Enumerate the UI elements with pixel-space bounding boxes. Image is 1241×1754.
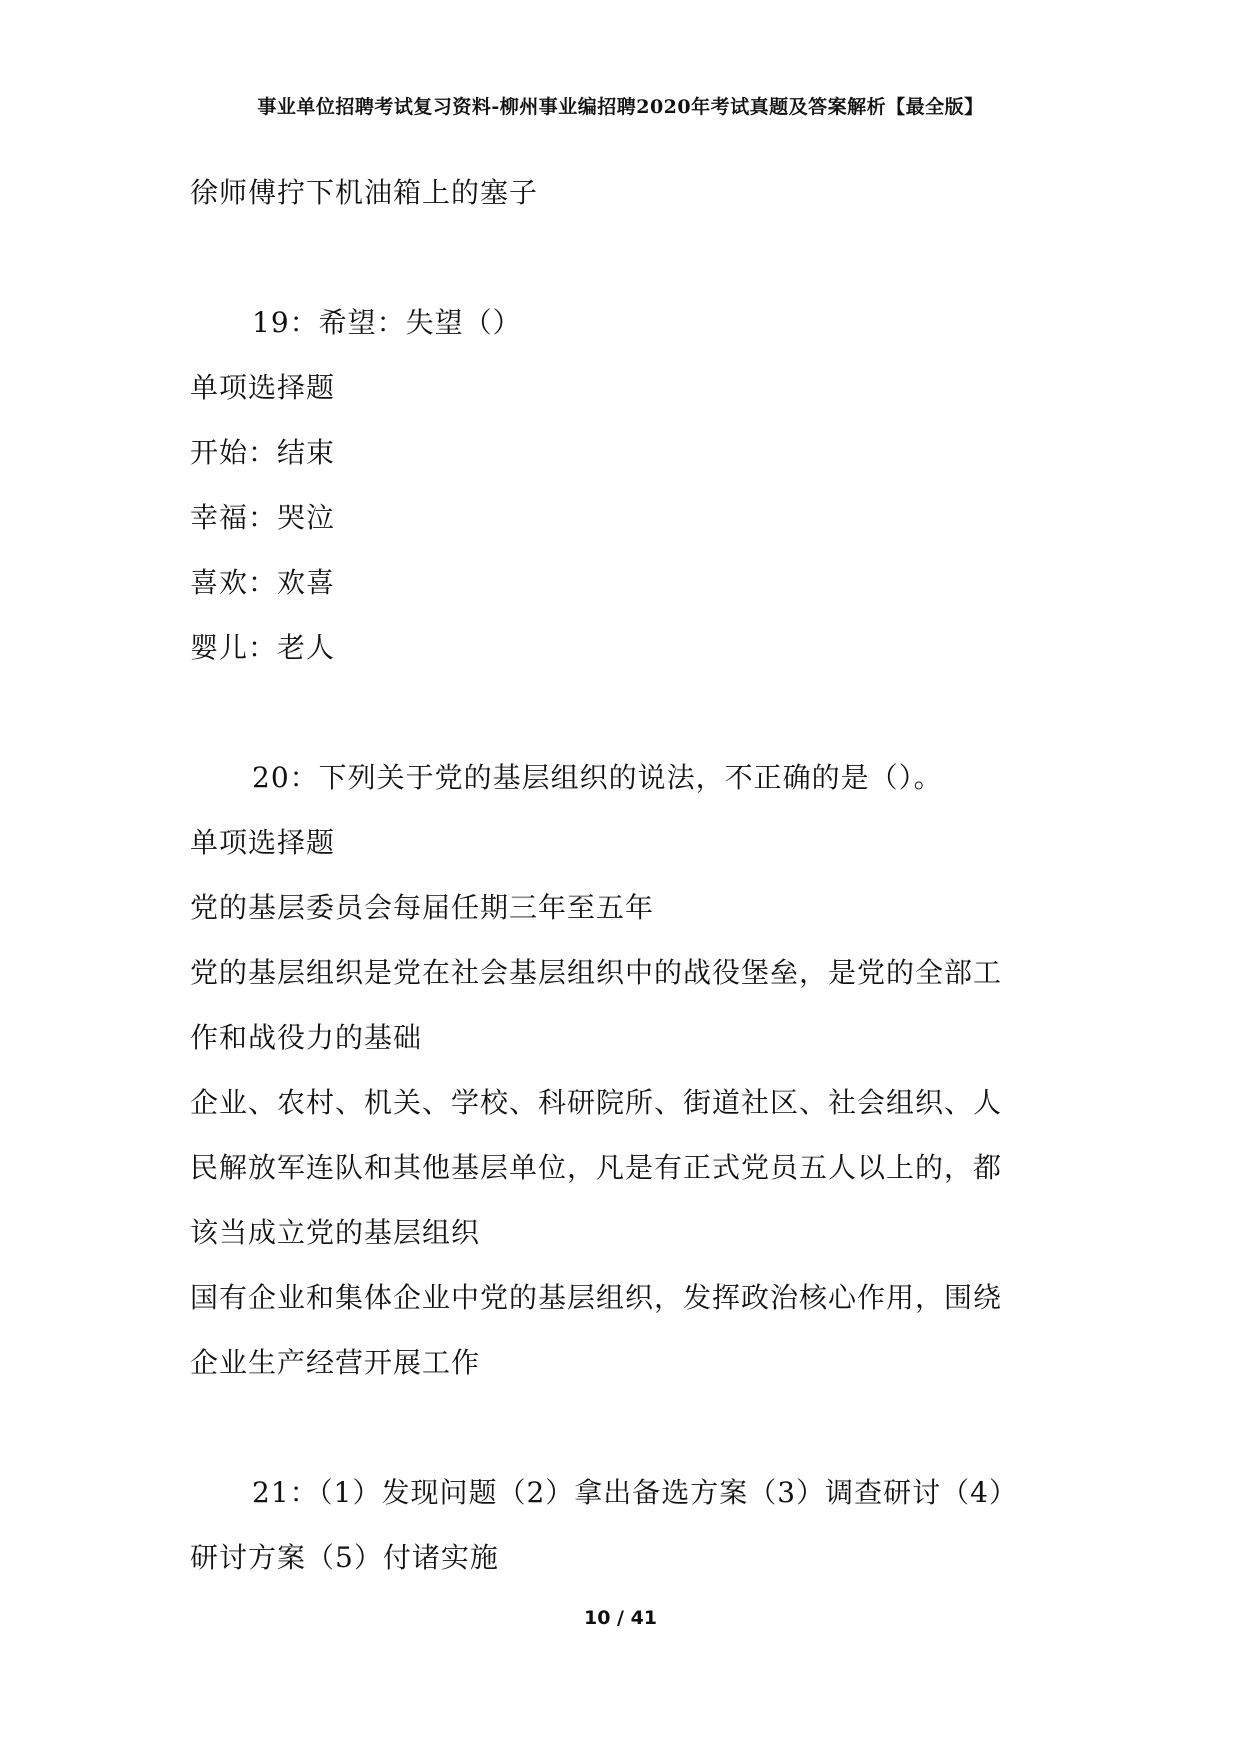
question-19-option-c: 喜欢：欢喜 bbox=[190, 566, 336, 599]
question-21 bbox=[190, 1460, 1070, 1590]
question-19-option-d: 婴儿：老人 bbox=[190, 631, 336, 664]
question-19-stem: 19：希望：失望（） bbox=[252, 306, 522, 339]
option-line: 作和战役力的基础 bbox=[190, 1021, 423, 1054]
question-20-option-c bbox=[190, 1070, 1070, 1265]
question-20-option-a bbox=[190, 875, 1070, 940]
option-line: 党的基层组织是党在社会基层组织中的战役堡垒，是党的全部工 bbox=[190, 956, 1003, 989]
question-19 bbox=[190, 290, 1070, 680]
option-line: 企业、农村、机关、学校、科研院所、街道社区、社会组织、人 bbox=[190, 1086, 1003, 1119]
question-20-type: 单项选择题 bbox=[190, 826, 336, 859]
question-20-option-d bbox=[190, 1265, 1070, 1395]
page-number: 10 / 41 bbox=[583, 1607, 658, 1629]
page-header: 事业单位招聘考试复习资料-柳州事业编招聘2020年考试真题及答案解析【最全版】 bbox=[257, 96, 984, 118]
option-line: 党的基层委员会每届任期三年至五年 bbox=[190, 891, 655, 924]
option-line: 国有企业和集体企业中党的基层组织，发挥政治核心作用，围绕 bbox=[190, 1281, 1003, 1314]
document-body bbox=[190, 160, 1070, 1590]
question-20 bbox=[190, 745, 1070, 1395]
question-21-stem: 21：（1）发现问题（2）拿出备选方案（3）调查研讨（4） bbox=[252, 1476, 1018, 1509]
option-line: 该当成立党的基层组织 bbox=[190, 1216, 481, 1249]
option-line: 民解放军连队和其他基层单位，凡是有正式党员五人以上的，都 bbox=[190, 1151, 1003, 1184]
question-19-type: 单项选择题 bbox=[190, 371, 336, 404]
question-20-stem: 20：下列关于党的基层组织的说法，不正确的是（）。 bbox=[252, 761, 943, 794]
question-19-option-b: 幸福：哭泣 bbox=[190, 501, 336, 534]
option-line: 企业生产经营开展工作 bbox=[190, 1346, 481, 1379]
question-20-option-b bbox=[190, 940, 1070, 1070]
carryover-text: 徐师傅拧下机油箱上的塞子 bbox=[190, 176, 539, 209]
question-21-stem-continued: 研讨方案（5）付诸实施 bbox=[190, 1541, 499, 1574]
question-19-option-a: 开始：结束 bbox=[190, 436, 336, 469]
